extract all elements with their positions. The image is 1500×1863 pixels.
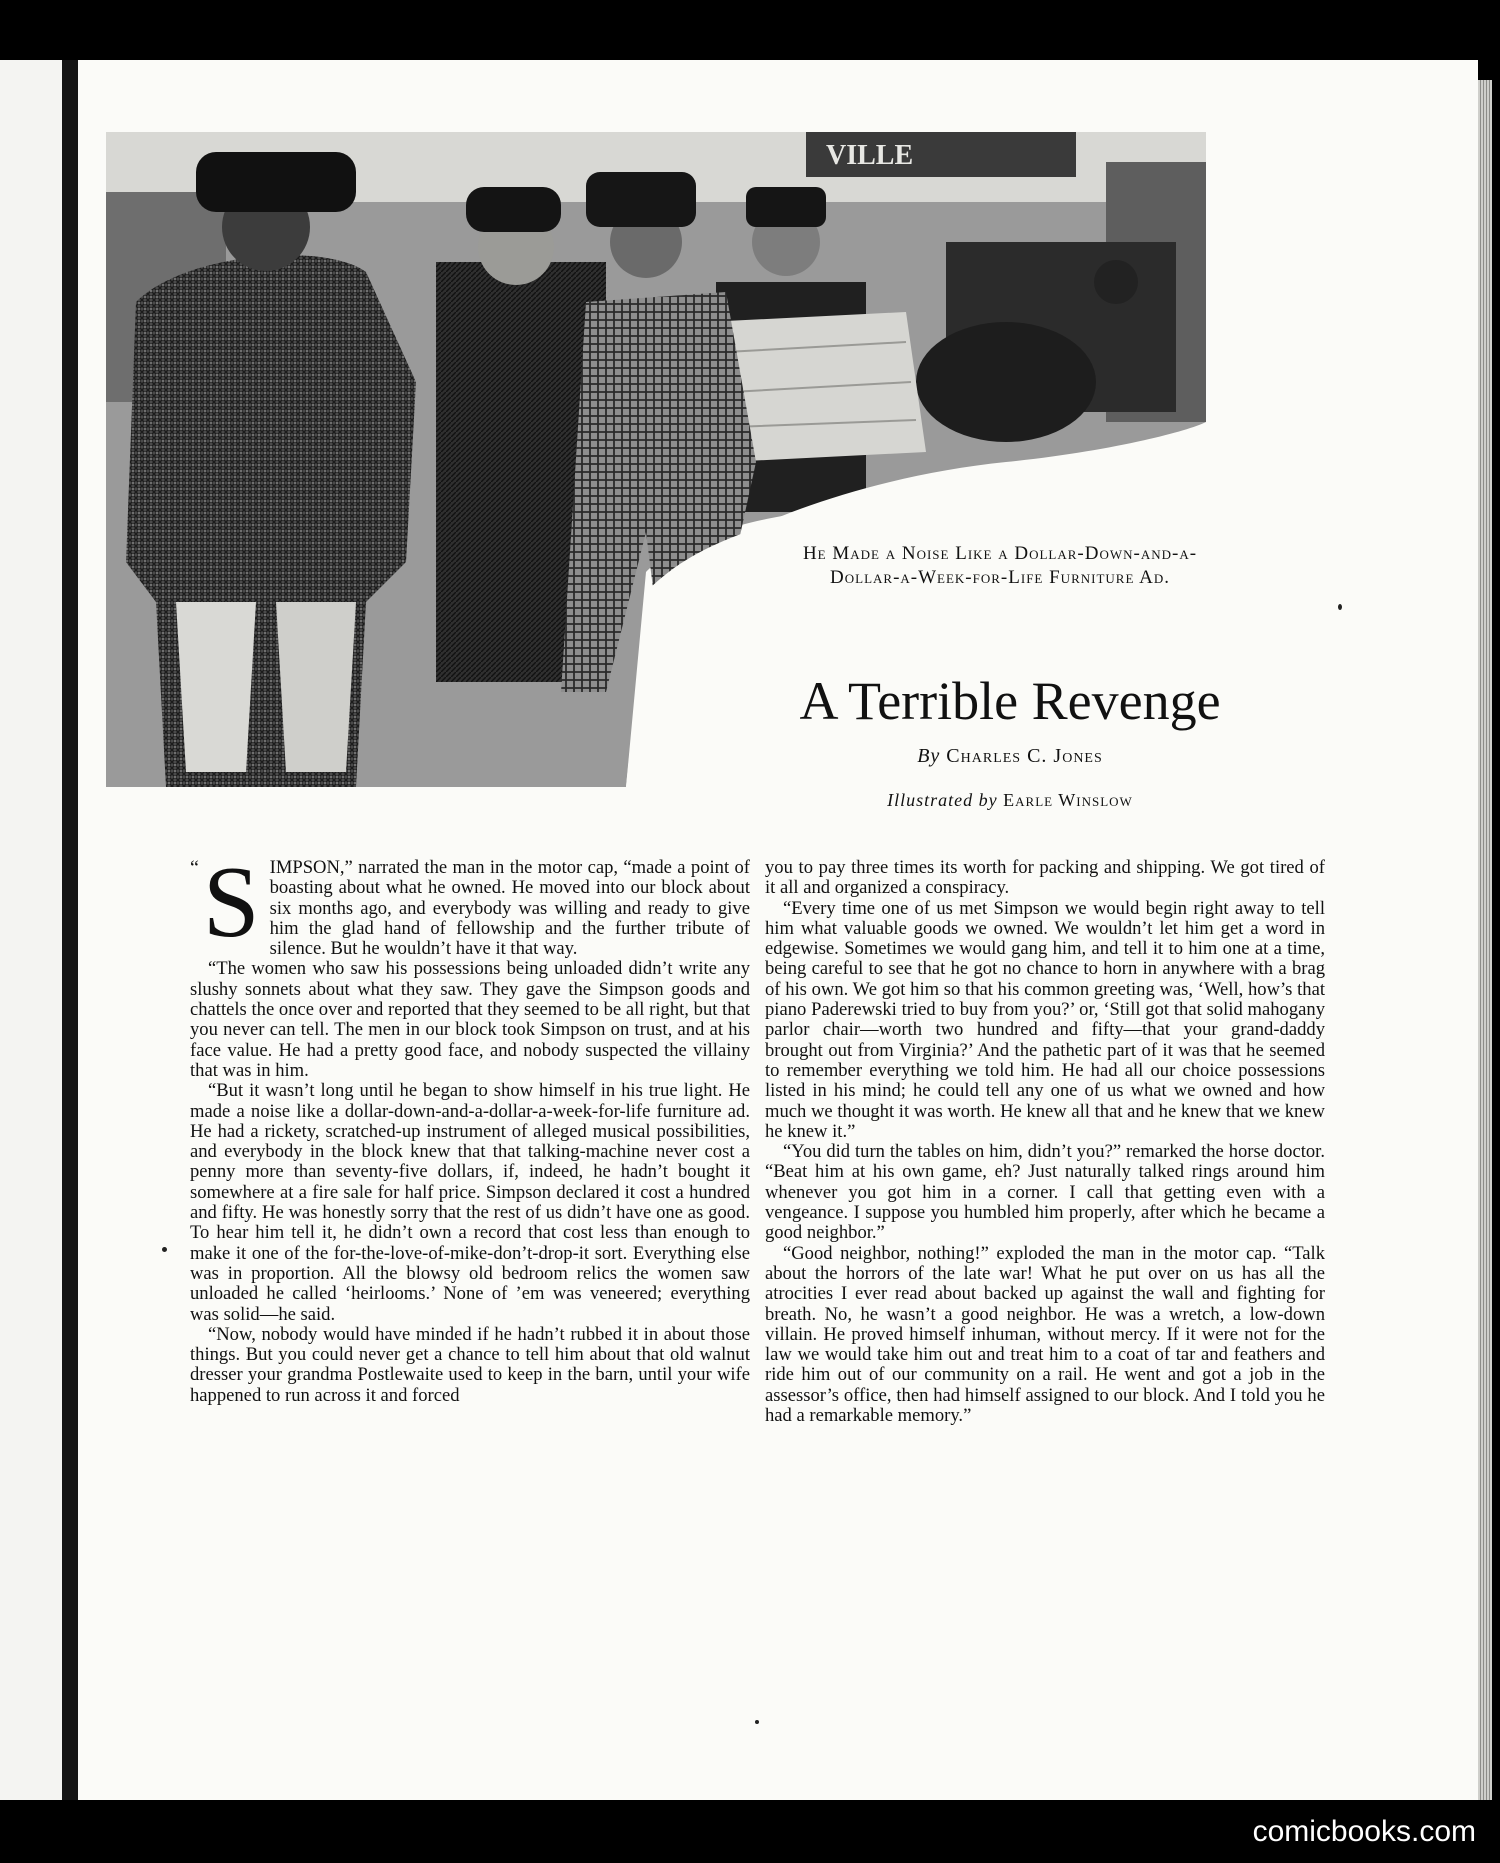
article-paragraph: “But it wasn’t long until he began to show himself in his true light. He made a noise like a dollar-down-and-a-dollar-a-week-for-life furniture ad. He had a rickety, scratched-up instrument of alleged musical possibilities, and everybody in the block knew that that talking-machine never cost a penny more than seventy-five dollars, if, indeed, he hadn’t bought it somewhere at a fire sale for half price. Simpson declared it cost a hundred and fifty. He was honestly sorry that the rest of us didn’t have one as good. To hear him tell it, he didn’t own a record that cost less than enough to make it one of the for-the-love-of-mike-don’t-drop-it sort. Everything else was in proportion. All the blowsy old bedroom relics the women saw unloaded he called ‘heirlooms.’ None of ’em was veneered; everything was solid—he said.	[190, 1080, 750, 1325]
storefront-sign-text: VILLE	[826, 140, 914, 171]
caption-line-2: Dollar-a-Week-for-Life Furniture Ad.	[830, 567, 1170, 588]
byline-prefix: By	[917, 745, 941, 767]
illustration-caption	[700, 542, 1300, 590]
byline	[690, 745, 1330, 768]
illustrator-name: Earle Winslow	[1003, 790, 1133, 810]
book-gutter	[62, 60, 78, 1800]
article-paragraph: “Every time one of us met Simpson we would begin right away to tell him what valuable goods we owned. We wouldn’t let him get a word in edgewise. Sometimes we would gang him, and tell it to him one at a time, being careful to see that he got no chance to horn in anywhere with a brag of his own. We got him so that his common greeting was, ‘Well, how’s that piano Paderewski tried to buy from you?’ or, ‘Still got that solid mahogany parlor chair—worth two hundred and fifty—that your grand-daddy brought out from Virginia?’ And the pathetic part of it was that he seemed to remember everything we told him. He had all our choice possessions listed in his mind; he could tell any one of us what we owned and how much we thought it was worth. He knew all that and he knew that we knew he knew it.”	[765, 897, 1325, 1142]
opening-quote: “	[190, 857, 199, 879]
article-paragraph: you to pay three times its worth for packing and shipping. We got tired of it all and organized a conspiracy.	[765, 857, 1325, 899]
drop-cap: S	[202, 846, 260, 959]
caption-line-1: He Made a Noise Like a Dollar-Down-and-a-	[802, 543, 1198, 564]
article-paragraph: “You did turn the tables on him, didn’t you?” remarked the horse doctor. “Beat him at his own game, eh? Just naturally talked rings around him whenever you got him in a corner. I call that getting even with a vengeance. I suppose you humbled him properly, after which he became a good neighbor.”	[765, 1141, 1325, 1244]
article-paragraph: “Now, nobody would have minded if he hadn’t rubbed it in about those things. But you could never get a chance to tell him about that old walnut dresser your grandma Postlewaite used to keep in the barn, until your wife happened to run across it and forced	[190, 1323, 750, 1406]
article-column-left	[190, 846, 750, 1406]
byline-author: Charles C. Jones	[946, 745, 1103, 767]
print-speck	[1338, 604, 1342, 610]
adjacent-page-edge	[0, 60, 62, 1800]
article-paragraph: “Good neighbor, nothing!” exploded the man in the motor cap. “Talk about the horrors of the late war! What he put over on us has all the atrocities I ever read about backed up against the wall and fighting for breath. No, he wasn’t a good neighbor. He was a wretch, a low-down villain. He proved himself inhuman, without mercy. If it were not for the law we would take him out and treat him to a coat of tar and feathers and ride him out of our community on a rail. He went and got a job in the assessor’s office, then had himself assigned to our block. And I told you he had a remarkable memory.”	[765, 1242, 1325, 1427]
illustrated-prefix: Illustrated by	[887, 790, 998, 810]
paragraph-text: IMPSON,” narrated the man in the motor cap, “made a point of boasting about what he owned. He moved into our block about six months ago, and everybody was willing and ready to give him the glad hand of fellowship and the further tribute of silence. But he wouldn’t have it that way.	[269, 857, 750, 960]
watermark-text: comicbooks.com	[1252, 1815, 1476, 1848]
article-paragraph: “The women who saw his possessions being unloaded didn’t write any slushy sonnets about what they saw. They gave the Simpson goods and chattels the once over and reported that they seemed to be all right, but that you never can tell. The men in our block took Simpson on trust, and at his face value. He had a pretty good face, and nobody suspected the villainy that was in him.	[190, 958, 750, 1081]
story-title: A Terrible Revenge	[799, 671, 1221, 731]
article-paragraph	[190, 846, 750, 960]
page-stack-edges	[1478, 80, 1492, 1800]
illustrator-credit	[690, 790, 1330, 811]
print-speck	[162, 1247, 167, 1252]
print-speck	[755, 1720, 759, 1724]
article-column-right	[765, 858, 1325, 1426]
